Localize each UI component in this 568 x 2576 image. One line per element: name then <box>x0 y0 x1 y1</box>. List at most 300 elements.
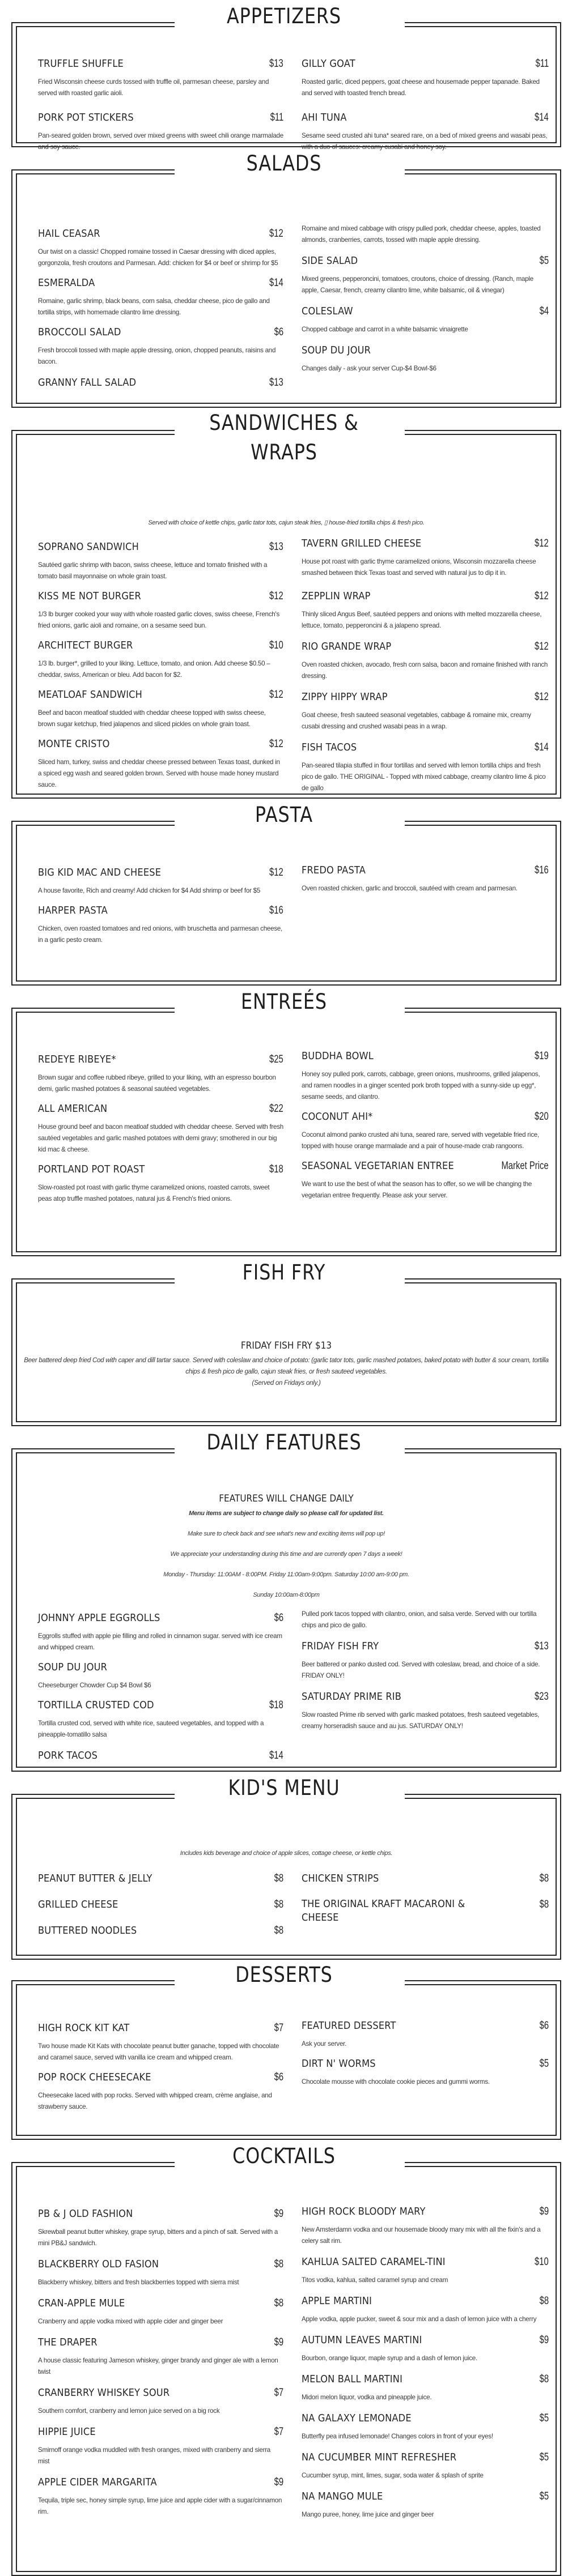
item-header <box>38 110 283 125</box>
hours-sunday: Sunday 10:00am-8:00pm <box>253 1592 320 1598</box>
section-pasta <box>0 799 568 986</box>
menu-item <box>302 343 549 374</box>
item-header <box>38 2207 283 2221</box>
item-header <box>302 1897 549 1925</box>
item-header <box>38 2296 283 2311</box>
item-description: Cheeseburger Chowder Cup $4 Bowl $6 <box>38 1682 151 1689</box>
item-header <box>302 2333 549 2348</box>
item-header <box>38 1924 283 1938</box>
menu-item <box>38 1660 283 1691</box>
section-sandwiches <box>0 408 568 799</box>
item-header <box>38 1102 283 1116</box>
item-description: Oven roasted chicken, garlic and broccoli, sautéed with cream and parmesan. <box>302 885 518 892</box>
item-price: $8 <box>274 2297 283 2309</box>
menu-item <box>302 223 549 246</box>
item-name: TRUFFLE SHUFFLE <box>38 58 124 70</box>
item-name: RIO GRANDE WRAP <box>302 641 392 652</box>
section-title: FISH FRY <box>242 1260 326 1285</box>
right-column <box>302 227 549 396</box>
item-price: $13 <box>535 1640 549 1652</box>
items-grid <box>16 865 557 952</box>
item-name: APPLE CIDER MARGARITA <box>38 2476 157 2488</box>
item-description: Coconut almond panko crusted ahi tuna, seared rare, served with vegetable fried rice, topped with house orange marmalade and a pair of house-made crab rangoons. <box>302 1131 539 1150</box>
item-name: FEATURED DESSERT <box>302 2020 396 2032</box>
item-name: ALL AMERICAN <box>38 1103 108 1115</box>
item-description: Cucumber syrup, mint, limes, sugar, soda water & splash of sprite <box>302 2472 484 2479</box>
item-name: BUDDHA BOWL <box>302 1050 374 1062</box>
section-salads <box>0 147 568 408</box>
item-name: BIG KID MAC AND CHEESE <box>38 867 162 878</box>
item-header <box>38 2425 283 2439</box>
item-description: Slow-roasted pot roast with garlic thyme caramelized onions, roasted carrots, sweet peas atop truffle mashed potatoes, natural jus & French's fried onions. <box>38 1184 270 1202</box>
item-header <box>302 343 549 358</box>
item-price: $6 <box>274 2071 283 2083</box>
menu-item <box>302 639 549 682</box>
item-price: $14 <box>535 112 549 123</box>
section-title: PASTA <box>255 803 313 827</box>
menu-item <box>38 1102 283 1155</box>
item-price: $12 <box>269 590 283 602</box>
item-price: $8 <box>539 1873 549 1884</box>
item-description: Beef and bacon meatloaf studded with cheddar cheese topped with swiss cheese, brown sugar ketchup, fried jalapenos and sliced pickles on whole grain toast. <box>38 709 266 728</box>
section-title: DAILY FEATURES <box>206 1430 362 1455</box>
menu-item <box>302 2255 549 2286</box>
item-description: Sesame seed crusted ahi tuna* seared rare, on a bed of mixed greens and wasabi peas, with a duo of sauces: creamy cusabi and honey soy. <box>302 132 548 151</box>
item-price: $11 <box>270 112 283 123</box>
item-price: $5 <box>539 2412 549 2424</box>
item-header <box>302 304 549 319</box>
item-header <box>38 865 283 880</box>
item-header <box>38 2475 283 2490</box>
section-title: APPETIZERS <box>227 4 341 28</box>
item-header <box>302 536 549 551</box>
item-price: $7 <box>274 2387 283 2399</box>
item-price: $8 <box>274 2258 283 2270</box>
item-price: $12 <box>269 738 283 750</box>
item-description: Fresh broccoli tossed with maple apple dressing, onion, chopped peanuts, raisins and bacon. <box>38 347 276 365</box>
item-description: Skrewball peanut butter whiskey, grape syrup, bitters and a pinch of salt. Served with a mini PB&J sandwich. <box>38 2228 278 2247</box>
item-price: $12 <box>535 538 549 549</box>
menu-item <box>302 2411 549 2442</box>
item-name: CRANBERRY WHISKEY SOUR <box>38 2387 170 2399</box>
section-entrees <box>0 986 568 1256</box>
menu-item <box>38 2335 283 2378</box>
menu-item <box>302 1159 549 1201</box>
daily-note-bold: Menu items are subject to change daily so please call for updated list. <box>189 1510 384 1517</box>
item-description: Chicken, oven roasted tomatoes and red onions, with bruschetta and parmesan cheese, in a garlic pesto cream. <box>38 925 283 944</box>
item-description: Blackberry whiskey, bitters and fresh blackberries topped with sierra mist <box>38 2279 239 2286</box>
item-header <box>302 2450 549 2465</box>
right-column <box>302 57 549 159</box>
menu-item <box>302 1639 549 1682</box>
item-name: GRILLED CHEESE <box>38 1899 118 1910</box>
menu-item <box>38 2425 283 2467</box>
menu-item <box>302 2450 549 2481</box>
item-description: Mango puree, honey, lime juice and ginger beer <box>302 2511 434 2518</box>
item-name: HARPER PASTA <box>38 905 108 916</box>
item-header <box>302 57 549 71</box>
items-grid <box>16 540 557 800</box>
menu-item <box>38 688 283 730</box>
item-description: Southern comfort, cranberry and lemon juice served on a big rock <box>38 2407 220 2415</box>
item-name: DIRT N' WORMS <box>302 2058 376 2070</box>
item-name: SIDE SALAD <box>302 255 358 267</box>
item-name: FRIDAY FISH FRY <box>302 1640 379 1652</box>
item-description: A house favorite, Rich and creamy! Add chicken for $4 Add shrimp or beef for $5 <box>38 887 261 894</box>
menu-item <box>302 690 549 732</box>
item-header <box>38 1698 283 1713</box>
menu-item <box>38 1748 283 1763</box>
item-name: TAVERN GRILLED CHEESE <box>302 538 422 549</box>
section-content <box>16 1493 557 1769</box>
item-name: SOUP DU JOUR <box>302 344 371 356</box>
item-price: $13 <box>269 58 283 70</box>
section-fishfry <box>0 1256 568 1426</box>
menu-item <box>38 1162 283 1205</box>
fish-fry-heading: FRIDAY FISH FRY $13 <box>240 1340 332 1351</box>
item-description: House pot roast with garlic thyme caramelized onions, Wisconsin mozzarella cheese smashed between thick Texas toast and served with natural jus to dip it in. <box>302 558 536 577</box>
item-price: $25 <box>269 1054 283 1065</box>
item-name: BROCCOLI SALAD <box>38 326 121 338</box>
right-column <box>302 1611 549 1769</box>
item-price: $6 <box>539 2020 549 2032</box>
menu-item <box>38 1052 283 1095</box>
item-description: Beer battered or panko dusted cod. Served with coleslaw, bread, and choice of a side. FRIDAY ONLY! <box>302 1661 540 1679</box>
right-column <box>302 2021 549 2118</box>
item-header <box>302 589 549 604</box>
item-description: Pan-seared golden brown, served over mixed greens with sweet chili orange marmalade and soy sauce. <box>38 132 283 151</box>
section-content <box>16 865 557 952</box>
items-grid <box>16 1871 557 1944</box>
item-description: Chocolate mousse with chocolate cookie pieces and gummi worms. <box>302 2078 490 2085</box>
menu-item <box>38 2475 283 2518</box>
item-price: $8 <box>539 2295 549 2307</box>
item-price: $10 <box>535 2256 549 2268</box>
item-description: Midori melon liquor, vodka and pineapple juice. <box>302 2394 432 2401</box>
item-name: TORTILLA CRUSTED COD <box>38 1699 154 1711</box>
menu-item <box>302 1871 549 1886</box>
item-description: Mixed greens, pepperoncini, tomatoes, croutons, choice of dressing. (Ranch, maple apple, Caesar, french, creamy cilantro lime, white balsamic, oil & vinegar) <box>302 275 533 294</box>
section-title: COCKTAILS <box>232 2144 336 2168</box>
section-title: ENTREÉS <box>241 990 327 1014</box>
item-name: SOPRANO SANDWICH <box>38 541 139 553</box>
hours-weekdays: Monday - Thursday: 11:00AM - 8:00PM. Friday 11:00am-9:00pm. Saturday 10:00 am-9:00 pm. <box>163 1571 409 1578</box>
item-header <box>38 325 283 340</box>
left-column <box>38 2021 302 2118</box>
section-content <box>16 57 557 159</box>
item-price: $10 <box>269 639 283 651</box>
item-name: PB & J OLD FASHION <box>38 2208 133 2220</box>
menu-item <box>302 110 549 153</box>
item-header <box>302 2489 549 2504</box>
item-name: PORK TACOS <box>38 1750 98 1762</box>
item-description: Cranberry and apple vodka mixed with apple cider and ginger beer <box>38 2318 223 2325</box>
item-header <box>38 1871 283 1886</box>
item-header <box>302 2411 549 2426</box>
item-price: $23 <box>535 1691 549 1703</box>
item-price: $9 <box>274 2208 283 2220</box>
menu-item <box>302 740 549 794</box>
item-header <box>38 276 283 291</box>
item-header <box>38 227 283 241</box>
menu-item <box>38 737 283 791</box>
section-content <box>16 1340 557 1389</box>
item-price: $20 <box>535 1111 549 1123</box>
menu-item <box>302 1897 549 1925</box>
items-grid <box>16 57 557 159</box>
item-header <box>38 1052 283 1067</box>
item-header <box>38 1660 283 1675</box>
menu-item <box>38 376 283 390</box>
section-desserts <box>0 1960 568 2140</box>
item-description: Tortilla crusted cod, served with white rice, sauteed vegetables, and topped with a pineapple-tomatillo salsa <box>38 1720 264 1738</box>
menu-item <box>38 1611 283 1653</box>
item-description: Brown sugar and coffee rubbed ribeye, grilled to your liking, with an espresso bourbon demi, garlic mashed potatoes & seasonal sautéed vegetables. <box>38 1074 276 1093</box>
menu-item <box>38 2207 283 2249</box>
menu-item <box>38 2070 283 2113</box>
item-description: Ask your server. <box>302 2040 347 2048</box>
items-grid <box>16 1052 557 1210</box>
item-description: Thinly sliced Angus Beef, sautéed peppers and onions with melted mozzarella cheese, lettuce, tomato, pepperoncini & a jalapeno spread. <box>302 611 542 629</box>
left-column <box>38 1611 302 1769</box>
item-price: $8 <box>539 1899 549 1910</box>
item-header <box>38 1897 283 1912</box>
item-price: $13 <box>269 541 283 553</box>
item-description: Butterfly pea infused lemonade! Changes colors in front of your eyes! <box>302 2433 493 2440</box>
item-description: Oven roasted chicken, avocado, fresh corn salsa, bacon and romaine finished with ranch dressing. <box>302 661 548 680</box>
menu-item <box>38 110 283 153</box>
item-name: GILLY GOAT <box>302 58 355 70</box>
item-price: $12 <box>269 867 283 878</box>
item-description: Titos vodka, kahlua, salted caramel syrup and cream <box>302 2276 448 2284</box>
menu-item <box>302 589 549 632</box>
menu-item <box>38 903 283 946</box>
item-name: NA MANGO MULE <box>302 2490 383 2502</box>
item-price: $12 <box>269 228 283 240</box>
item-price: $7 <box>274 2426 283 2438</box>
menu-item <box>302 2333 549 2364</box>
item-price: $12 <box>535 641 549 652</box>
item-header <box>302 2204 549 2219</box>
item-name: ARCHITECT BURGER <box>38 639 133 651</box>
section-content <box>16 1052 557 1210</box>
left-column <box>38 2207 302 2526</box>
section-daily <box>0 1426 568 1772</box>
item-name: PORK POT STICKERS <box>38 112 134 123</box>
item-header <box>302 2372 549 2387</box>
menu-item <box>302 2294 549 2325</box>
item-name: PEANUT BUTTER & JELLY <box>38 1873 152 1884</box>
item-description: Romaine, garlic shrimp, black beans, corn salsa, cheddar cheese, pico de gallo and tortilla strips, with homemade cilantro lime dressing. <box>38 297 270 316</box>
item-price: $8 <box>274 1899 283 1910</box>
left-column <box>38 1052 302 1210</box>
menu-item <box>38 2296 283 2327</box>
item-name: BLACKBERRY OLD FASION <box>38 2258 159 2270</box>
menu-item <box>302 2057 549 2088</box>
item-description: Smirnoff orange vodka muddled with fresh oranges, mixed with cranberry and sierra mist <box>38 2446 271 2465</box>
item-description: Sautéed garlic shrimp with bacon, swiss cheese, lettuce and tomato finished with a tomato basil mayonnaise on whole grain toast. <box>38 561 268 580</box>
item-price: $12 <box>535 590 549 602</box>
item-header <box>38 589 283 604</box>
item-name: HIPPIE JUICE <box>38 2426 96 2438</box>
right-column <box>302 865 549 952</box>
section-content <box>16 519 557 800</box>
item-description: Fried Wisconsin cheese curds tossed with truffle oil, parmesan cheese, parsley and served with roasted garlic aioli. <box>38 78 269 97</box>
left-column <box>38 57 302 159</box>
item-name: AUTUMN LEAVES MARTINI <box>302 2334 422 2346</box>
item-price: $12 <box>535 691 549 703</box>
menu-item <box>302 254 549 296</box>
items-grid <box>16 227 557 396</box>
menu-item <box>302 304 549 335</box>
item-price: $8 <box>274 1873 283 1884</box>
menu-item <box>38 638 283 681</box>
item-header <box>38 1611 283 1626</box>
section-title: SANDWICHES & <box>209 411 359 435</box>
item-price: $9 <box>274 2476 283 2488</box>
item-description: Chopped cabbage and carrot in a white balsamic vinaigrette <box>302 326 468 333</box>
items-grid <box>16 2021 557 2118</box>
items-grid <box>16 1611 557 1769</box>
item-price: $9 <box>274 2336 283 2348</box>
menu-item <box>38 2257 283 2288</box>
item-price: $19 <box>535 1050 549 1062</box>
item-name: COCONUT AHI* <box>302 1111 373 1123</box>
menu-item <box>302 1049 549 1103</box>
menu-item <box>38 276 283 318</box>
item-price: $6 <box>274 1612 283 1624</box>
item-description: Slow roasted Prime rib served with garlic masked potatoes, fresh sauteed vegetables, creamy horseradish sauce and au jus. SATURDAY ONLY! <box>302 1711 540 1730</box>
item-header <box>302 1690 549 1704</box>
left-column <box>38 1871 302 1944</box>
section-content <box>16 2021 557 2118</box>
item-name: KAHLUA SALTED CARAMEL-TINI <box>302 2256 446 2268</box>
item-description: House ground beef and bacon meatloaf studded with cheddar cheese. Served with fresh sautéed vegetables and garlic mashed potatoes with demi gravy; smothered in our big kid mac & cheese. <box>38 1123 283 1153</box>
item-header <box>38 737 283 752</box>
section-title: WRAPS <box>251 440 317 464</box>
item-header <box>38 2386 283 2400</box>
menu-item <box>302 1690 549 1732</box>
item-header <box>38 57 283 71</box>
menu-item <box>38 2021 283 2063</box>
section-content <box>16 1850 557 1944</box>
item-name: MONTE CRISTO <box>38 738 110 750</box>
item-description: Honey soy pulled pork, carrots, cabbage, green onions, mushrooms, grilled jalapenos, and ramen noodles in a ginger scented pork broth topped with a sunny-side up egg*, sesame seeds, and cilantro. <box>302 1071 540 1101</box>
item-price: $16 <box>269 905 283 916</box>
menu-item <box>38 1871 283 1886</box>
item-header <box>302 2294 549 2309</box>
item-price: $5 <box>539 2058 549 2070</box>
menu-item <box>302 57 549 99</box>
item-header <box>302 2019 549 2033</box>
item-name: HAIL CEASAR <box>38 228 100 240</box>
item-price: $5 <box>539 2490 549 2502</box>
item-name: FREDO PASTA <box>302 864 366 876</box>
item-description: Cheesecake laced with pop rocks. Served with whipped cream, crème anglaise, and strawberry sauce. <box>38 2092 272 2110</box>
item-name: NA GALAXY LEMONADE <box>302 2412 412 2424</box>
item-name: SATURDAY PRIME RIB <box>302 1691 402 1703</box>
item-header <box>302 1159 549 1174</box>
item-name: SOUP DU JOUR <box>38 1661 108 1673</box>
item-header <box>302 110 549 125</box>
menu-item <box>38 540 283 582</box>
item-name: ZEPPLIN WRAP <box>302 590 371 602</box>
item-header <box>38 638 283 653</box>
item-description: 1/3 lb burger cooked your way with whole roasted garlic cloves, swiss cheese, French's fried onions, garlic aioli and romaine, on a sesame seed bun. <box>38 611 279 629</box>
item-description: Romaine and mixed cabbage with crispy pulled pork, cheddar cheese, apples, toasted almonds, cranberries, carrots, tossed with maple apple dressing. <box>302 225 541 244</box>
item-header <box>38 2335 283 2350</box>
item-header <box>38 1162 283 1177</box>
right-column <box>302 540 549 800</box>
right-column <box>302 2207 549 2526</box>
item-header <box>302 254 549 268</box>
item-price: $22 <box>269 1103 283 1115</box>
item-price: Market Price <box>501 1160 549 1172</box>
left-column <box>38 540 302 800</box>
menu-item <box>302 863 549 894</box>
item-price: $9 <box>539 2334 549 2346</box>
section-content <box>16 227 557 396</box>
item-header <box>302 690 549 705</box>
item-header <box>302 1871 549 1886</box>
menu-item <box>302 2019 549 2050</box>
right-column <box>302 1052 549 1210</box>
item-description: New Amsterdamn vodka and our housemade bloody mary mix with all the fixin's and a celery salt rim. <box>302 2226 541 2245</box>
item-description: Eggrolls stuffed with apple pie filling and rolled in cinnamon sugar. served with ice cream and whipped cream. <box>38 1632 282 1651</box>
item-price: $8 <box>274 1925 283 1937</box>
daily-heading: FEATURES WILL CHANGE DAILY <box>219 1493 354 1504</box>
menu-item <box>38 865 283 897</box>
item-name: NA CUCUMBER MINT REFRESHER <box>302 2451 457 2463</box>
item-header <box>302 1110 549 1124</box>
item-name: COLESLAW <box>302 305 353 317</box>
item-price: $13 <box>269 377 283 389</box>
item-name: THE ORIGINAL KRAFT MACARONI & CHEESE <box>302 1898 465 1924</box>
daily-note-1: Make sure to check back and see what's new and exciting items will pop up! <box>188 1530 385 1537</box>
item-header <box>302 2255 549 2270</box>
section-title: SALADS <box>246 151 322 176</box>
item-header <box>38 903 283 918</box>
item-description: Our twist on a classic! Chopped romaine tossed in Caesar dressing with diced apples, gorgonzola, fresh croutons and Parmesan. Add: chicken for $4 or beef or shrimp for $5 <box>38 248 278 267</box>
item-name: JOHNNY APPLE EGGROLLS <box>38 1612 160 1624</box>
left-column <box>38 865 302 952</box>
item-price: $18 <box>269 1699 283 1711</box>
item-name: KISS ME NOT BURGER <box>38 590 141 602</box>
section-cocktails <box>0 2140 568 2576</box>
items-grid <box>16 2207 557 2526</box>
item-header <box>38 2070 283 2085</box>
section-kids <box>0 1772 568 1960</box>
item-name: FISH TACOS <box>302 741 357 753</box>
item-price: $14 <box>269 277 283 289</box>
item-price: $6 <box>274 326 283 338</box>
menu-item <box>302 1609 549 1631</box>
item-name: HIGH ROCK KIT KAT <box>38 2022 130 2034</box>
item-description: Pulled pork tacos topped with cilantro, onion, and salsa verde. Served with our tortilla chips and pico de gallo. <box>302 1610 537 1629</box>
item-description: Two house made Kit Kats with chocolate peanut butter ganache, topped with chocolate and caramel sauce, served with vanilla ice cream and whipped cream. <box>38 2042 279 2061</box>
item-name: BUTTERED NOODLES <box>38 1925 137 1937</box>
item-description: Sliced ham, turkey, swiss and cheddar cheese pressed between Texas toast, dunked in a spiced egg wash and seared golden brown. Served with house made honey mustard sauce. <box>38 758 280 788</box>
menu-item <box>38 227 283 269</box>
item-header <box>302 1639 549 1654</box>
item-price: $7 <box>274 2022 283 2034</box>
item-header <box>38 1748 283 1763</box>
item-header <box>302 863 549 878</box>
section-content <box>16 2207 557 2526</box>
item-name: THE DRAPER <box>38 2336 98 2348</box>
item-name: SEASONAL VEGETARIAN ENTREE <box>302 1160 454 1172</box>
item-description: Tequila, triple sec, honey simple syrup, lime juice and apple cider with a sugar/cinnamon rim. <box>38 2497 282 2515</box>
